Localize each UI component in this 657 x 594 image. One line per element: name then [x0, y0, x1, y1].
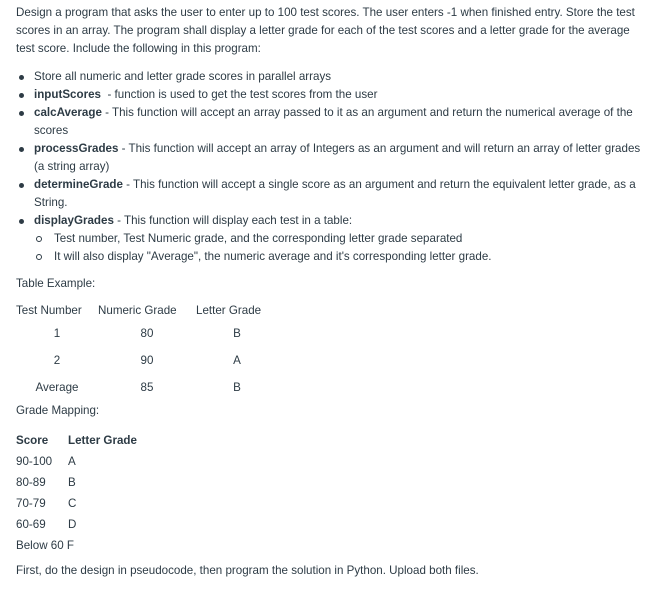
table-row: [16, 493, 158, 514]
table-cell: A: [233, 353, 241, 367]
requirements-list: [16, 68, 649, 266]
column-header: Letter Grade: [68, 433, 137, 447]
table-cell: 2: [53, 353, 61, 367]
requirement-text: - This function will accept an array passed to it as an argument and return the numerical average of the scores: [34, 106, 633, 137]
table-row: [16, 451, 158, 472]
table-cell: 80: [140, 326, 154, 340]
function-name: determineGrade: [34, 178, 123, 191]
grade-mapping-label: Grade Mapping:: [16, 404, 100, 417]
list-item: [16, 212, 649, 266]
list-item: [16, 86, 649, 104]
table-row: [16, 374, 278, 401]
function-name: calcAverage: [34, 106, 102, 119]
list-item: [16, 140, 649, 176]
table-cell: 80-89: [16, 475, 46, 489]
requirement-text: - This function will display each test in a table:: [113, 214, 353, 227]
table-cell: 60-69: [16, 517, 46, 531]
list-item: [16, 104, 649, 140]
column-header: Numeric Grade: [98, 304, 177, 317]
requirement-text: Store all numeric and letter grade scores in parallel arrays: [34, 70, 332, 83]
table-example-label: Table Example:: [16, 277, 96, 290]
requirement-text: - This function will accept a single score as an argument and return the equivalent letter grade, as a String.: [34, 178, 636, 209]
table-cell: 90: [140, 353, 154, 367]
table-row: [16, 535, 158, 556]
example-table: [16, 302, 278, 401]
sublist-item: Test number, Test Numeric grade, and the corresponding letter grade separated: [34, 230, 649, 248]
requirement-text: - This function will accept an array of Integers as an argument and will return an array of letter grades (a string array): [34, 142, 641, 173]
table-row: [16, 347, 278, 374]
requirement-text: - function is used to get the test scores from the user: [101, 88, 378, 101]
table-cell: A: [68, 454, 76, 468]
table-cell: Average: [35, 380, 79, 394]
table-cell: B: [233, 326, 241, 340]
table-row: [16, 514, 158, 535]
function-name: displayGrades: [34, 214, 114, 227]
table-cell: 1: [53, 326, 61, 340]
table-cell: 85: [140, 380, 154, 394]
footer-instructions: First, do the design in pseudocode, then program the solution in Python. Upload both files.: [16, 564, 479, 577]
table-row: [16, 472, 158, 493]
table-cell: Below 60 F: [16, 538, 74, 552]
table-header-row: [16, 430, 158, 451]
function-name: processGrades: [34, 142, 119, 155]
column-header: Test Number: [16, 304, 82, 317]
column-header: Score: [16, 433, 49, 447]
function-name: inputScores: [34, 88, 101, 101]
table-cell: B: [68, 475, 76, 489]
table-cell: 70-79: [16, 496, 46, 510]
column-header: Letter Grade: [196, 304, 262, 317]
table-header-row: [16, 302, 278, 320]
table-cell: 90-100: [16, 454, 53, 468]
list-item: [16, 176, 649, 212]
grade-mapping-table: [16, 430, 158, 556]
display-sublist: [34, 230, 649, 266]
table-row: [16, 320, 278, 347]
sublist-item: It will also display "Average", the numeric average and it's corresponding letter grade.: [34, 248, 649, 266]
intro-paragraph: Design a program that asks the user to enter up to 100 test scores. The user enters -1 when finished entry. Store the test scores in an array. The program shall display a letter grade for each of the test scores and a letter grade for the average test score. Include the following in this program:: [16, 6, 635, 55]
table-cell: C: [68, 496, 77, 510]
table-cell: D: [68, 517, 77, 531]
list-item: [16, 68, 649, 86]
table-cell: B: [233, 380, 241, 394]
